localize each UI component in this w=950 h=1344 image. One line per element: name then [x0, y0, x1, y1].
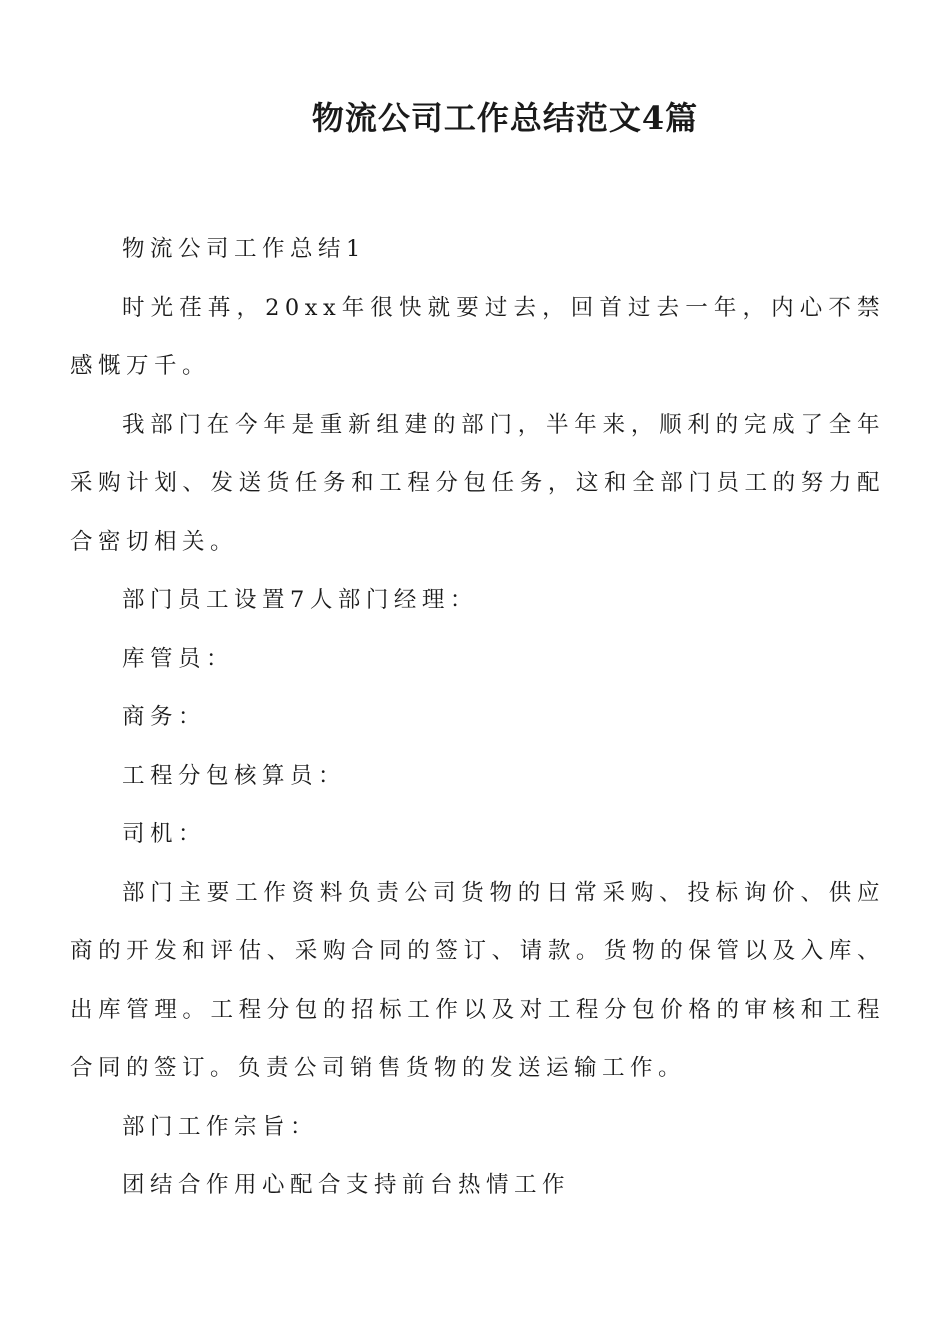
- paragraph-purpose: 团结合作用心配合支持前台热情工作: [122, 1172, 571, 1198]
- paragraph-purpose-heading: 部门工作宗旨：: [122, 1113, 319, 1140]
- paragraph-main-work: 部门主要工作资料负责公司货物的日常采购、投标询价、供应商的开发和评估、采购合同的签订、请款。货物的保管以及入库、出库管理。工程分包的招标工作以及对工程分包价格的审核和工程合同的签订。负责公司销售货物的发送运输工作。: [70, 879, 885, 1081]
- paragraph-department: 我部门在今年是重新组建的部门，半年来，顺利的完成了全年采购计划、发送货任务和工程分包任务，这和全部门员工的努力配合密切相关。: [70, 411, 885, 555]
- paragraph-commerce: 商务：: [122, 704, 207, 730]
- section-heading: 物流公司工作总结1: [122, 236, 366, 262]
- paragraph-staff-setup: 部门员工设置7人部门经理：: [122, 587, 478, 613]
- paragraph-driver: 司机：: [122, 821, 207, 847]
- paragraph-accountant: 工程分包核算员：: [122, 762, 347, 789]
- paragraph-intro: 时光荏苒，20xx年很快就要过去，回首过去一年，内心不禁感慨万千。: [70, 294, 885, 379]
- document-title: 物流公司工作总结范文4篇: [311, 99, 699, 137]
- paragraph-warehouse-keeper: 库管员：: [122, 645, 235, 672]
- document-body: [70, 220, 885, 1215]
